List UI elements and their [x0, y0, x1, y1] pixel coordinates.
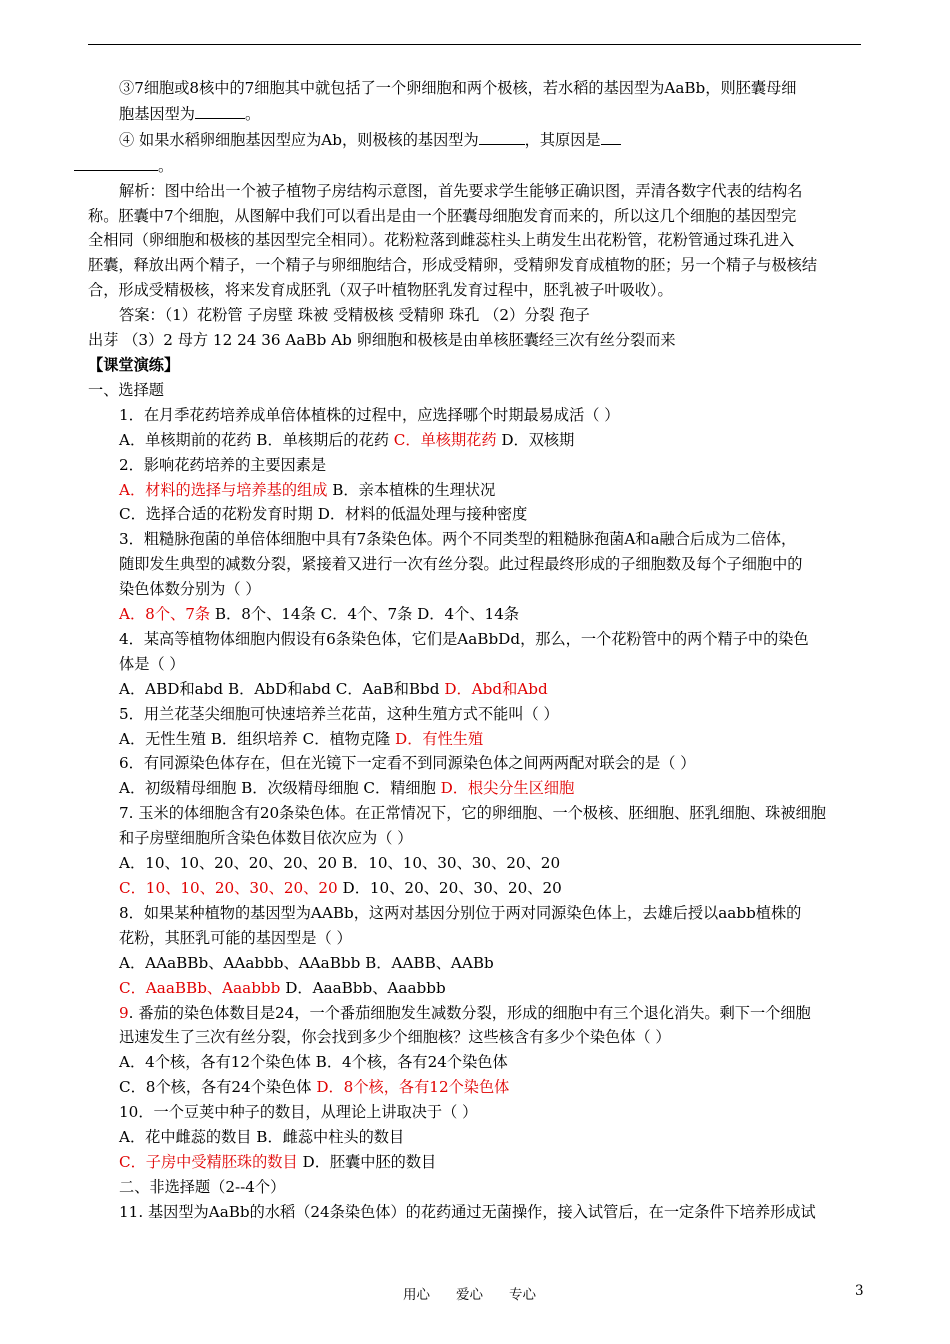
text: ③7细胞或8核中的7细胞其中就包括了一个卵细胞和两个极核，若水稻的基因型为AaBb，则胚囊母细	[119, 79, 797, 97]
footer-text: 专心	[509, 1287, 536, 1303]
page-number: 3	[855, 1283, 864, 1299]
text-line	[74, 153, 864, 179]
question-1	[88, 403, 864, 428]
text: . 番茄的染色体数目是24，一个番茄细胞发生减数分裂，形成的细胞中有三个退化消失。剩下一个细胞	[128, 1003, 811, 1022]
text: 1．在月季花药培养成单倍体植株的过程中，应选择哪个时期最易成活（ ）	[119, 405, 620, 424]
correct-answer: D．8个核，各有12个染色体	[316, 1078, 510, 1097]
text: 体是（ ）	[119, 654, 185, 673]
fill-blank	[479, 127, 525, 145]
text-line	[88, 76, 864, 101]
part-heading	[88, 1175, 864, 1200]
question-2	[88, 453, 864, 478]
question-number: 9	[119, 1003, 129, 1022]
text: B．亲本植株的生理状况	[327, 480, 496, 499]
text: A．ABD和abd B．AbD和abd C．AaB和Bbd	[119, 679, 445, 698]
correct-answer: C．10、10、20、30、20、20	[119, 879, 338, 897]
text: 迅速发生了三次有丝分裂，你会找到多少个细胞核？这些核含有多少个染色体（ ）	[119, 1028, 671, 1047]
question-6	[88, 751, 864, 776]
footer-motto	[403, 1283, 562, 1303]
question-7	[88, 826, 864, 851]
question-9	[88, 1025, 864, 1050]
text: 随即发生典型的减数分裂，紧接着又进行一次有丝分裂。此过程最终形成的子细胞数及每个子细胞中的	[119, 555, 803, 574]
fill-blank	[601, 127, 621, 145]
question-11	[88, 1200, 864, 1225]
text-line	[88, 101, 864, 127]
text: ，其原因是	[524, 130, 601, 149]
section-heading	[88, 353, 864, 378]
text: D．双核期	[496, 430, 575, 449]
correct-answer: D．根尖分生区细胞	[440, 779, 575, 798]
question-10	[88, 1100, 864, 1125]
fill-blank	[74, 153, 158, 171]
text: 出芽 （3）2 母方 12 24 36 AaBb Ab 卵细胞和极核是由单核胚囊经三次有丝分裂而来	[88, 331, 676, 350]
text: A．初级精母细胞 B．次级精母细胞 C．精细胞	[119, 779, 441, 798]
question-1-options	[88, 428, 864, 453]
text: 合，形成受精极核，将来发育成胚乳（双子叶植物胚乳发育过程中，胚乳被子叶吸收）。	[88, 281, 673, 300]
text: 答案：（1）花粉管 子房壁 珠被 受精极核 受精卵 珠孔 （2）分裂 孢子	[119, 306, 590, 325]
question-2-options	[88, 502, 864, 527]
question-5-options	[88, 727, 864, 752]
question-6-options	[88, 776, 864, 801]
correct-answer: C．单核期花药	[393, 430, 497, 449]
text: 胞基因型为	[119, 104, 195, 123]
question-4	[88, 627, 864, 652]
text: A．4个核，各有12个染色体 B．4个核，各有24个染色体	[119, 1053, 508, 1072]
correct-answer: A．材料的选择与培养基的组成	[119, 480, 328, 499]
question-10-options	[88, 1125, 864, 1150]
question-7-options	[88, 876, 864, 901]
question-8	[88, 926, 864, 951]
part-heading	[88, 378, 864, 403]
text: 7. 玉米的体细胞含有20条染色体。在正常情况下，它的卵细胞、一个极核、胚细胞、胚乳细胞、珠被细胞	[119, 804, 826, 823]
text: 全相同（卵细胞和极核的基因型完全相同）。花粉粒落到雌蕊柱头上萌发生出花粉管，花粉管通过珠孔进入	[88, 231, 795, 250]
correct-answer: A．8个、7条	[119, 605, 211, 624]
question-3-options	[88, 602, 864, 627]
correct-answer: C．AaaBBb、Aaabbb	[119, 978, 281, 997]
question-7-options	[88, 851, 864, 876]
analysis-line	[88, 253, 864, 278]
correct-answer: D．Abd和Abd	[444, 679, 548, 698]
text: D．胚囊中胚的数目	[297, 1152, 437, 1171]
text: 10．一个豆荚中种子的数目，从理论上讲取决于（ ）	[119, 1103, 478, 1122]
text: A．AAaBBb、AAabbb、AAaBbb B．AABB、AABb	[119, 953, 494, 972]
text: 解析：图中给出一个被子植物子房结构示意图，首先要求学生能够正确识图，弄清各数字代表的结构名	[119, 181, 803, 200]
text: C．选择合适的花粉发育时期 D．材料的低温处理与接种密度	[119, 505, 528, 524]
fill-blank	[195, 101, 245, 119]
text: 。	[244, 104, 261, 123]
correct-answer: C．子房中受精胚珠的数目	[119, 1152, 298, 1171]
question-7	[88, 801, 864, 826]
analysis-line	[88, 278, 864, 303]
question-8	[88, 901, 864, 926]
text: A．单核期前的花药 B．单核期后的花药	[119, 430, 394, 449]
text: A．10、10、20、20、20、20 B．10、10、30、30、20、20	[119, 854, 561, 873]
text: 称。胚囊中7个细胞，从图解中我们可以看出是由一个胚囊母细胞发育而来的，所以这几个细胞的基因型完	[88, 206, 797, 225]
text: ④ 如果水稻卵细胞基因型应为Ab，则极核的基因型为	[119, 130, 479, 149]
question-8-options	[88, 951, 864, 976]
text: 。	[158, 156, 174, 175]
text: 4．某高等植物体细胞内假设有6条染色体，它们是AaBbDd，那么，一个花粉管中的两个精子中的染色	[119, 629, 809, 648]
analysis-line	[88, 179, 864, 204]
text: 6．有同源染色体存在，但在光镜下一定看不到同源染色体之间两两配对联会的是（ ）	[119, 754, 696, 773]
text: 11. 基因型为AaBb的水稻（24条染色体）的花药通过无菌操作，接入试管后，在一定条件下培养形成试	[119, 1202, 816, 1221]
question-9	[88, 1001, 864, 1026]
text: 二、非选择题（2--4个）	[119, 1177, 286, 1196]
correct-answer: D．有性生殖	[395, 729, 484, 748]
text: C．8个核，各有24个染色体	[119, 1078, 317, 1097]
text: 3．粗糙脉孢菌的单倍体细胞中具有7条染色体。两个不同类型的粗糙脉孢菌A和a融合后成为二倍体，	[119, 530, 797, 549]
text: D．AaaBbb、Aaabbb	[280, 978, 446, 997]
text: D．10、20、20、30、20、20	[337, 879, 562, 897]
text-line	[88, 127, 864, 153]
question-3	[88, 527, 864, 552]
footer-text: 爱心	[456, 1287, 483, 1303]
analysis-line	[88, 228, 864, 253]
question-9-options	[88, 1050, 864, 1075]
text: 2．影响花药培养的主要因素是	[119, 455, 327, 474]
question-10-options	[88, 1150, 864, 1175]
question-2-options	[88, 478, 864, 503]
text: 和子房壁细胞所含染色体数目依次应为（ ）	[119, 829, 413, 848]
question-3	[88, 552, 864, 577]
text: 【课堂演练】	[88, 355, 180, 374]
header-rule	[88, 44, 861, 45]
question-8-options	[88, 976, 864, 1001]
text: 胚囊，释放出两个精子，一个精子与卵细胞结合，形成受精卵，受精卵发育成植物的胚；另一个精子与极核结	[88, 256, 817, 275]
question-4-options	[88, 677, 864, 702]
text: 8．如果某种植物的基因型为AABb，这两对基因分别位于两对同源染色体上，去雄后授以aabb植株的	[119, 903, 802, 922]
text: 5．用兰花茎尖细胞可快速培养兰花苗，这种生殖方式不能叫（ ）	[119, 704, 559, 723]
text: 染色体数分别为（ ）	[119, 580, 261, 599]
text: 一、选择题	[88, 380, 164, 399]
text: A．花中雌蕊的数目 B．雌蕊中柱头的数目	[119, 1128, 405, 1147]
text: A．无性生殖 B．组织培养 C．植物克隆	[119, 729, 396, 748]
footer-text: 用心	[403, 1287, 430, 1303]
question-4	[88, 652, 864, 677]
answer-line	[88, 328, 864, 353]
text: 花粉，其胚乳可能的基因型是（ ）	[119, 928, 352, 947]
answer-line	[88, 303, 864, 328]
text: B．8个、14条 C．4个、7条 D．4个、14条	[210, 605, 520, 624]
question-3	[88, 577, 864, 602]
question-5	[88, 702, 864, 727]
analysis-line	[88, 204, 864, 229]
question-9-options	[88, 1075, 864, 1100]
page-content	[88, 76, 864, 1225]
